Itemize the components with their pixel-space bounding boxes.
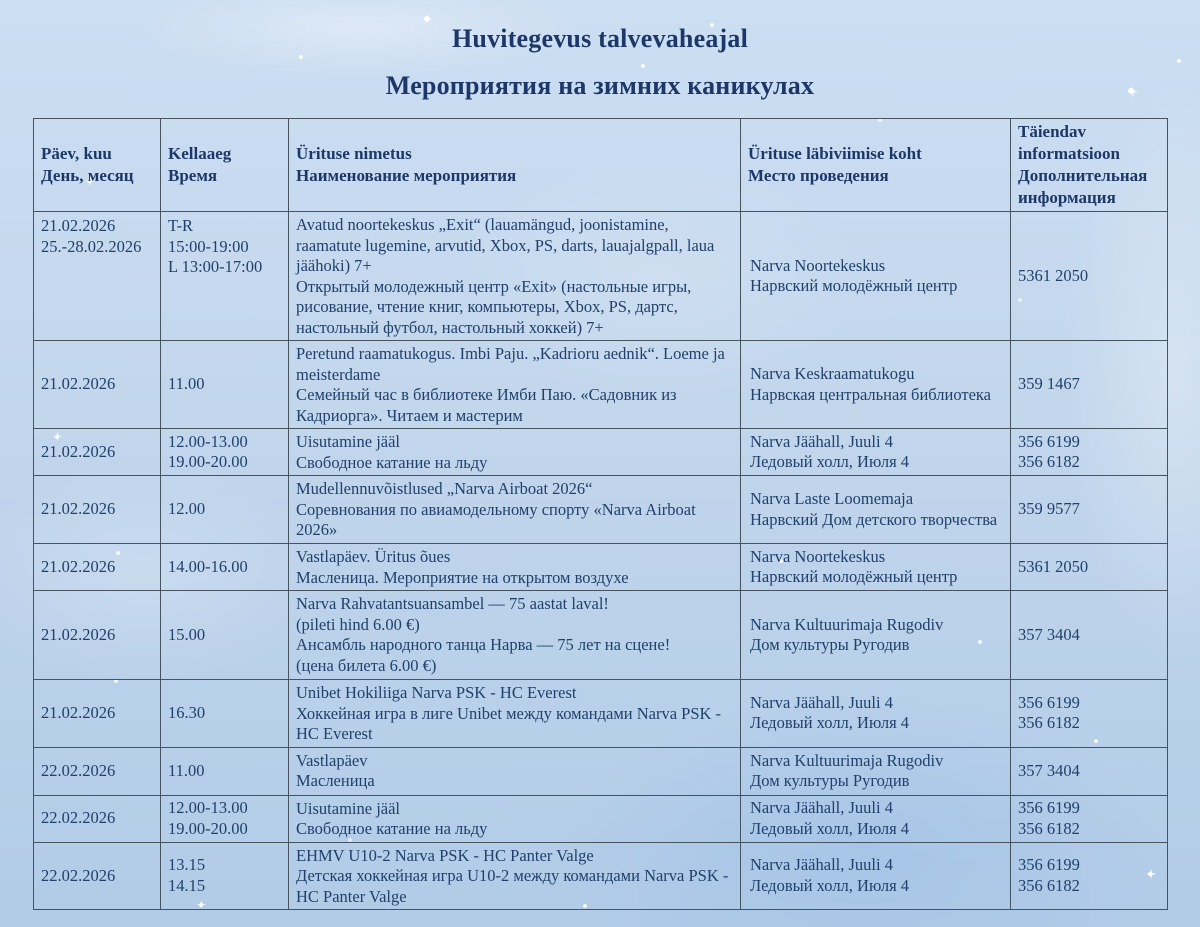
header-line: Kellaaeg xyxy=(168,144,232,163)
event-venue-cell xyxy=(741,795,1011,842)
cell-line: 356 6182 xyxy=(1018,818,1080,838)
cell-line: 356 6199 xyxy=(1018,798,1080,817)
table-row xyxy=(34,680,1168,748)
event-date-cell xyxy=(34,429,161,476)
cell-line: 359 9577 xyxy=(1018,499,1080,519)
cell-line: Peretund raamatukogus. Imbi Paju. „Kadrioru aednik“. Loeme ja meisterdame xyxy=(296,344,725,384)
cell-line: 21.02.2026 xyxy=(41,499,116,519)
cell-line: Хоккейная игра в лиге Unibet между командами Narva PSK - HC Everest xyxy=(296,703,722,743)
event-name-cell xyxy=(289,429,741,476)
cell-line: 22.02.2026 xyxy=(41,865,116,885)
event-date-cell xyxy=(34,842,161,910)
cell-line: Свободное катание на льду xyxy=(296,452,488,472)
cell-line: Avatud noortekeskus „Exit“ (lauamängud, joonistamine, raamatute lugemine, arvutid, Xbox, PS, darts, lauajalgpall, laua jäähoki) 7+ xyxy=(296,215,715,275)
cell-line: 19.00-20.00 xyxy=(168,452,248,471)
event-name-cell xyxy=(289,341,741,429)
header-line: Наименование мероприятия xyxy=(296,166,517,185)
snowflake-icon xyxy=(423,14,432,23)
cell-line: 356 6199 xyxy=(1018,431,1080,451)
cell-line: 356 6199 xyxy=(1018,855,1080,875)
cell-line: 357 3404 xyxy=(1018,760,1080,780)
event-info-cell xyxy=(1011,429,1168,476)
cell-line: Детская хоккейная игра U10-2 между командами Narva PSK - HC Panter Valge xyxy=(296,866,729,906)
event-info-cell xyxy=(1011,680,1168,748)
header-line: День, месяц xyxy=(41,166,134,185)
header-line: Täiendav informatsioon xyxy=(1018,122,1120,163)
event-time-cell xyxy=(161,842,289,910)
cell-line: Нарвский молодёжный центр xyxy=(750,567,958,586)
event-venue-cell xyxy=(741,842,1011,910)
cell-line: Нарвский молодёжный центр xyxy=(750,276,958,295)
cell-line: 16.30 xyxy=(168,703,206,722)
cell-line: 5361 2050 xyxy=(1018,556,1089,576)
event-info-cell xyxy=(1011,341,1168,429)
cell-line: Narva Jäähall, Juuli 4 xyxy=(750,798,893,817)
cell-line: Vastlapäev xyxy=(296,750,368,770)
event-date-cell xyxy=(34,747,161,795)
cell-line: Ледовый холл, Июля 4 xyxy=(750,875,910,895)
cell-line: Uisutamine jääl xyxy=(296,432,401,451)
cell-line: 21.02.2026 xyxy=(41,216,116,235)
cell-line: Vastlapäev. Üritus õues xyxy=(296,547,451,566)
cell-line: Масленица. Мероприятие на открытом воздухе xyxy=(296,567,629,587)
cell-line: 356 6199 xyxy=(1018,692,1080,712)
table-row xyxy=(34,795,1168,842)
cell-line: Семейный час в библиотеке Имби Паю. «Садовник из Кадриорга». Читаем и мастерим xyxy=(296,385,677,425)
cell-line: 356 6182 xyxy=(1018,875,1080,895)
event-date-cell xyxy=(34,212,161,341)
cell-line: 21.02.2026 xyxy=(41,703,116,722)
cell-line: Unibet Hokiliiga Narva PSK - HC Everest xyxy=(296,683,577,702)
cell-line: Narva Jäähall, Juuli 4 xyxy=(750,431,893,451)
header-line: Päev, kuu xyxy=(41,144,112,163)
table-row xyxy=(34,842,1168,910)
event-name-cell xyxy=(289,747,741,795)
event-name-cell xyxy=(289,212,741,341)
table-row xyxy=(34,544,1168,591)
header-line: Место проведения xyxy=(748,166,889,185)
events-table xyxy=(33,118,1168,910)
cell-line: Ледовый холл, Июля 4 xyxy=(750,452,910,471)
cell-line: Narva Laste Loomemaja xyxy=(750,489,914,508)
event-name-cell xyxy=(289,476,741,544)
event-time-cell xyxy=(161,747,289,795)
event-venue-cell xyxy=(741,747,1011,795)
cell-line: L 13:00-17:00 xyxy=(168,257,263,276)
cell-line: Нарвский Дом детского творчества xyxy=(750,509,998,529)
cell-line: Свободное катание на льду xyxy=(296,819,488,838)
column-header-info xyxy=(1011,119,1168,212)
cell-line: EHMV U10-2 Narva PSK - HC Panter Valge xyxy=(296,845,594,865)
event-info-cell xyxy=(1011,544,1168,591)
cell-line: 11.00 xyxy=(168,760,205,780)
cell-line: Narva Jäähall, Juuli 4 xyxy=(750,855,893,875)
page-title-russian: Мероприятия на зимних каникулах xyxy=(385,71,815,100)
cell-line: 356 6182 xyxy=(1018,713,1080,733)
cell-line: Narva Kultuurimaja Rugodiv xyxy=(750,750,944,770)
cell-line: Mudellennuvõistlused „Narva Airboat 2026“ xyxy=(296,479,593,498)
event-venue-cell xyxy=(741,680,1011,748)
event-time-cell xyxy=(161,544,289,591)
cell-line: 15:00-19:00 xyxy=(168,236,249,256)
header-line: Время xyxy=(168,166,218,185)
event-date-cell xyxy=(34,476,161,544)
event-time-cell xyxy=(161,591,289,680)
event-time-cell xyxy=(161,476,289,544)
event-venue-cell xyxy=(741,212,1011,341)
cell-line: Нарвская центральная библиотека xyxy=(750,384,991,404)
cell-line: 21.02.2026 xyxy=(41,556,116,576)
cell-line: 25.-28.02.2026 xyxy=(41,236,142,256)
event-name-cell xyxy=(289,795,741,842)
cell-line: 12.00 xyxy=(168,499,206,519)
table-row xyxy=(34,591,1168,680)
event-date-cell xyxy=(34,680,161,748)
cell-line: Ледовый холл, Июля 4 xyxy=(750,818,910,838)
table-row xyxy=(34,212,1168,341)
cell-line: (цена билета 6.00 €) xyxy=(296,655,437,675)
cell-line: Uisutamine jääl xyxy=(296,798,401,818)
column-header-date xyxy=(34,119,161,212)
event-name-cell xyxy=(289,544,741,591)
cell-line: Ледовый холл, Июля 4 xyxy=(750,713,910,733)
cell-line: 14.15 xyxy=(168,875,206,895)
column-header-event-name xyxy=(289,119,741,212)
cell-line: 359 1467 xyxy=(1018,374,1080,394)
cell-line: 14.00-16.00 xyxy=(168,556,248,576)
table-row xyxy=(34,341,1168,429)
cell-line: 5361 2050 xyxy=(1018,265,1089,285)
event-date-cell xyxy=(34,341,161,429)
table-row xyxy=(34,747,1168,795)
cell-line: Масленица xyxy=(296,771,375,790)
cell-line: Narva Keskraamatukogu xyxy=(750,364,915,383)
cell-line: 357 3404 xyxy=(1018,624,1080,644)
cell-line: 22.02.2026 xyxy=(41,808,116,828)
event-time-cell xyxy=(161,429,289,476)
event-info-cell xyxy=(1011,747,1168,795)
cell-line: Narva Noortekeskus xyxy=(750,546,886,566)
event-venue-cell xyxy=(741,476,1011,544)
cell-line: Narva Jäähall, Juuli 4 xyxy=(750,692,893,712)
event-time-cell xyxy=(161,341,289,429)
event-info-cell xyxy=(1011,591,1168,680)
event-date-cell xyxy=(34,591,161,680)
cell-line: 356 6182 xyxy=(1018,452,1080,471)
cell-line: 12.00-13.00 xyxy=(168,798,248,817)
table-header-row xyxy=(34,119,1168,212)
cell-line: Открытый молодежный центр «Exit» (настольные игры, рисование, чтение книг, компьютеры, Xbox, PS, дартс, настольный футбол, настольный хоккей) 7+ xyxy=(296,276,692,337)
cell-line: 12.00-13.00 xyxy=(168,431,248,451)
cell-line: 11.00 xyxy=(168,374,205,394)
cell-line: 13.15 xyxy=(168,855,206,875)
cell-line: 21.02.2026 xyxy=(41,374,116,394)
event-date-cell xyxy=(34,795,161,842)
header-line: Ürituse läbiviimise koht xyxy=(748,144,922,163)
event-venue-cell xyxy=(741,544,1011,591)
cell-line: Narva Noortekeskus xyxy=(750,255,886,275)
cell-line: Дом культуры Ругодив xyxy=(750,635,910,654)
table-row xyxy=(34,476,1168,544)
cell-line: 19.00-20.00 xyxy=(168,818,248,838)
cell-line: Ансамбль народного танца Нарва — 75 лет на сцене! xyxy=(296,635,671,654)
cell-line: Соревнования по авиамодельному спорту «Narva Airboat 2026» xyxy=(296,499,696,539)
event-name-cell xyxy=(289,842,741,910)
event-date-cell xyxy=(34,544,161,591)
event-info-cell xyxy=(1011,476,1168,544)
event-info-cell xyxy=(1011,795,1168,842)
cell-line: 21.02.2026 xyxy=(41,624,116,644)
cell-line: (pileti hind 6.00 €) xyxy=(296,614,420,634)
cell-line: 15.00 xyxy=(168,624,206,644)
event-name-cell xyxy=(289,591,741,680)
event-name-cell xyxy=(289,680,741,748)
cell-line: Narva Rahvatantsuansambel — 75 aastat laval! xyxy=(296,594,609,613)
page-title-estonian: Huvitegevus talvevaheajal xyxy=(451,24,749,53)
event-venue-cell xyxy=(741,429,1011,476)
event-venue-cell xyxy=(741,341,1011,429)
table-row xyxy=(34,429,1168,476)
header-line: Ürituse nimetus xyxy=(296,144,412,163)
event-info-cell xyxy=(1011,212,1168,341)
event-venue-cell xyxy=(741,591,1011,680)
cell-line: T-R xyxy=(168,216,194,235)
column-header-venue xyxy=(741,119,1011,212)
column-header-time xyxy=(161,119,289,212)
cell-line: 21.02.2026 xyxy=(41,441,116,461)
event-time-cell xyxy=(161,680,289,748)
header-line: Дополнительная информация xyxy=(1018,166,1148,207)
cell-line: 22.02.2026 xyxy=(41,760,116,780)
event-info-cell xyxy=(1011,842,1168,910)
cell-line: Дом культуры Ругодив xyxy=(750,771,910,790)
cell-line: Narva Kultuurimaja Rugodiv xyxy=(750,614,944,634)
event-time-cell xyxy=(161,212,289,341)
event-time-cell xyxy=(161,795,289,842)
